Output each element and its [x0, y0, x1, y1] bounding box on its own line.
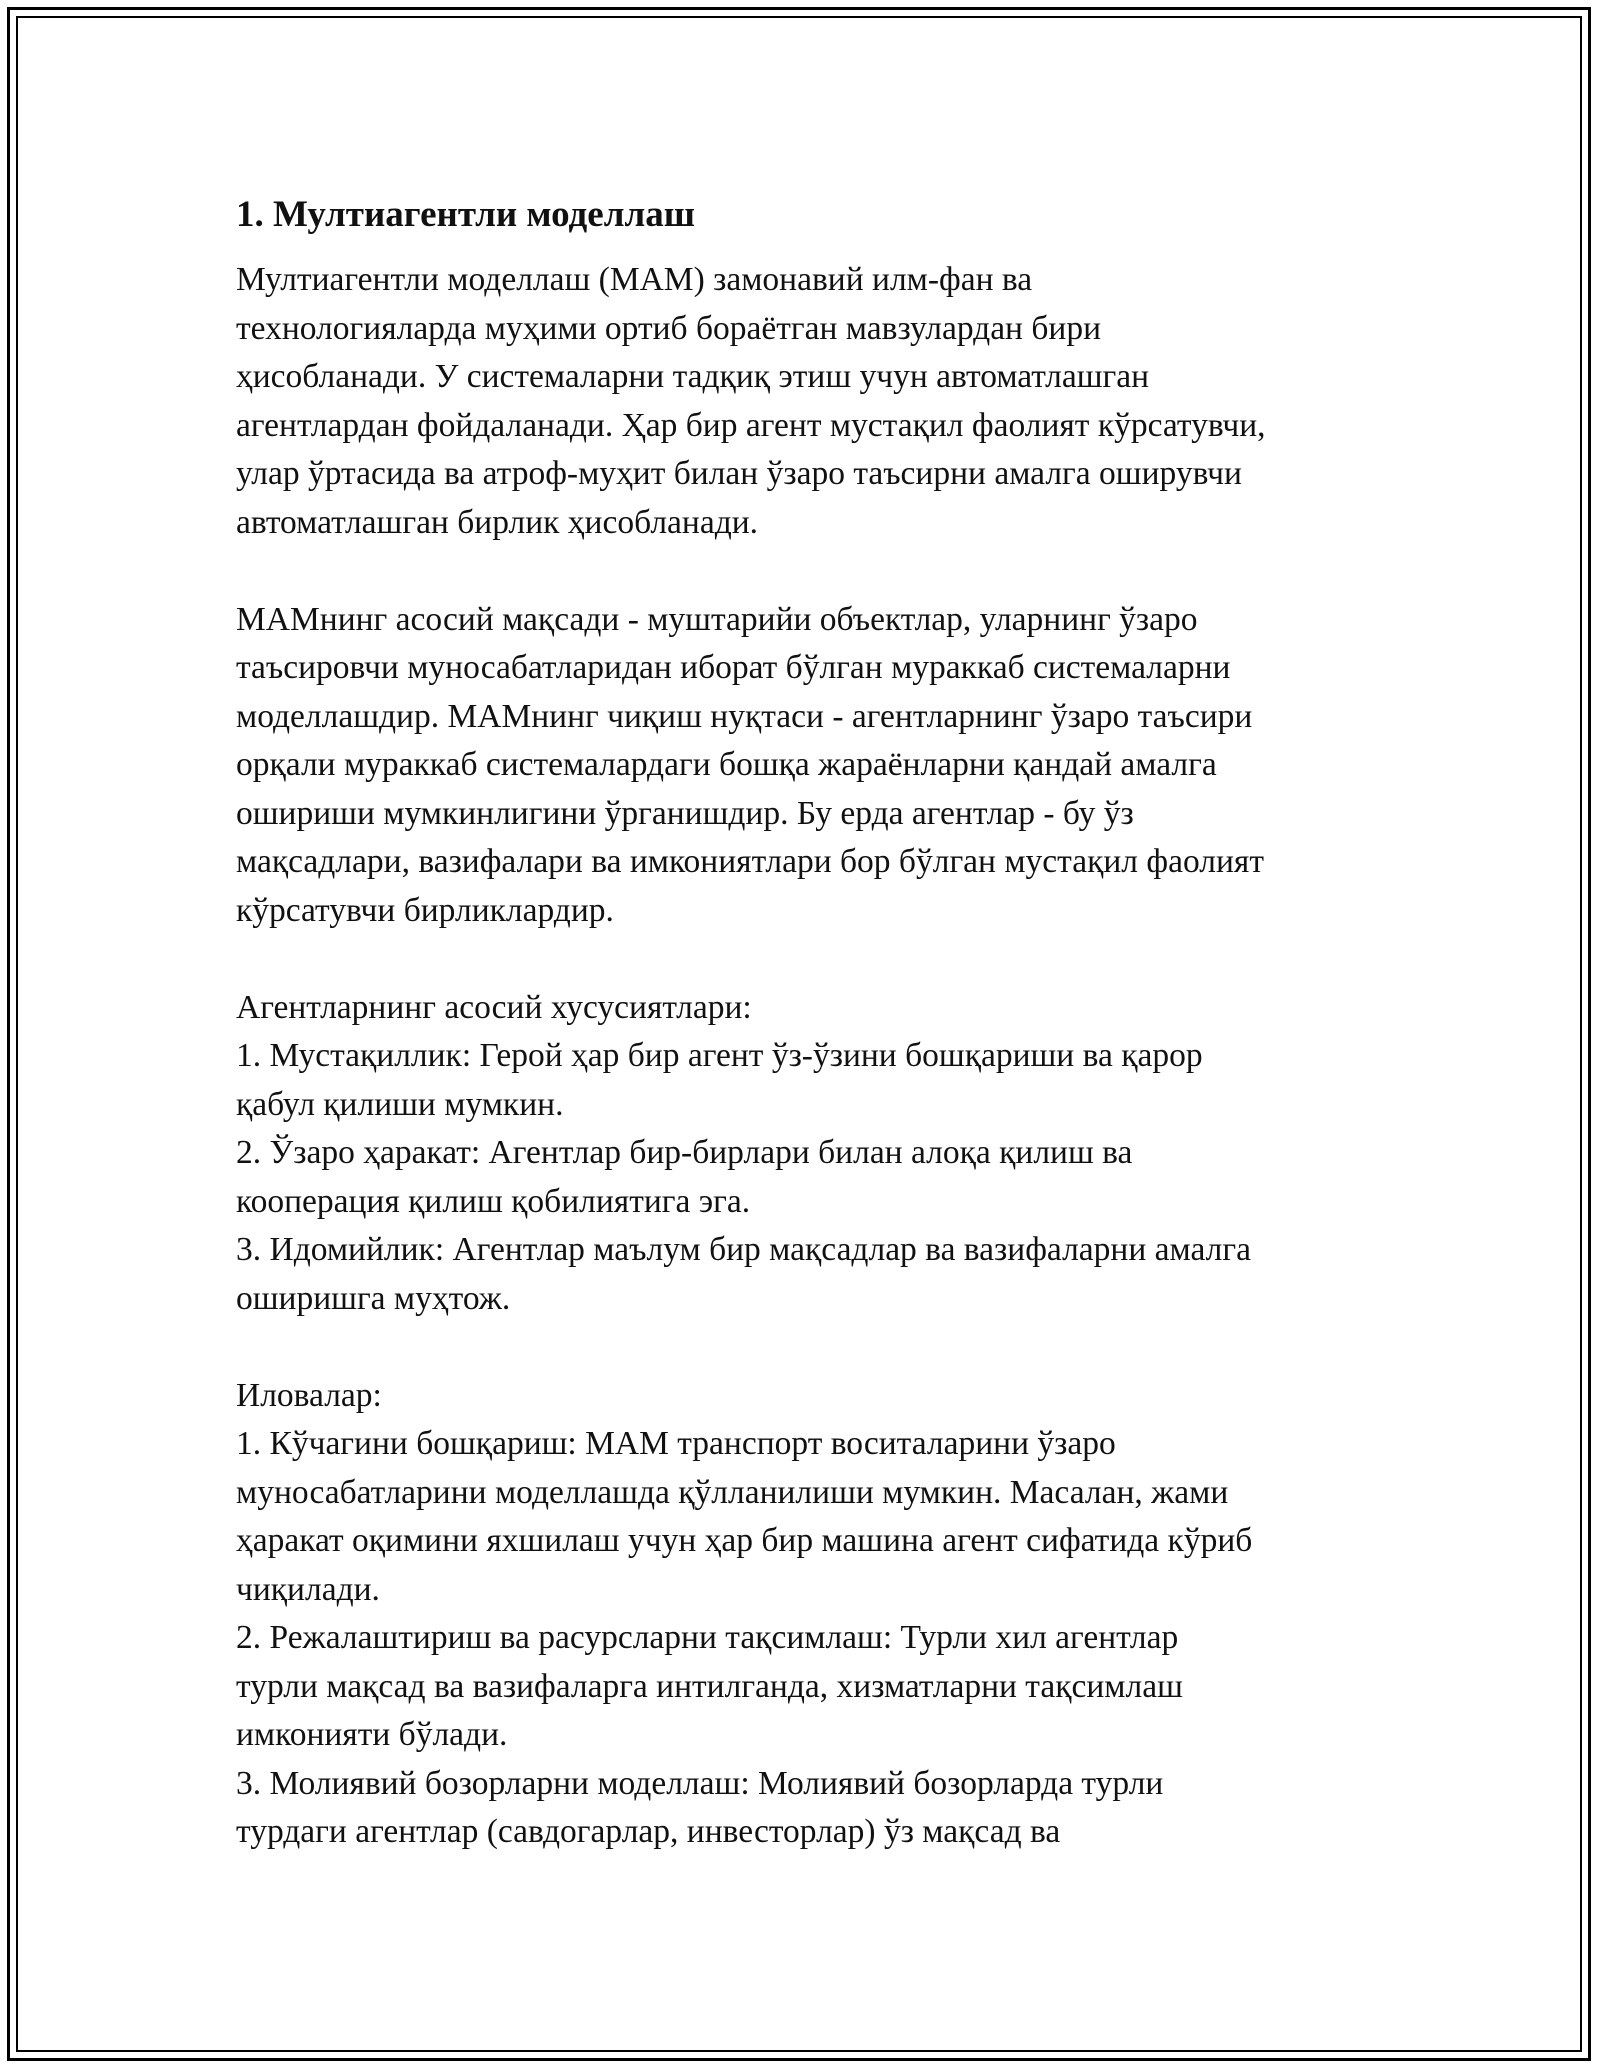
- list-item: 1. Кўчагини бошқариш: МАМ транспорт воситаларини ўзаро: [236, 1425, 1116, 1462]
- list-item-continuation: чиқилади.: [236, 1570, 380, 1608]
- text-line: кўрсатувчи бирликлардир.: [236, 891, 614, 929]
- text-line: орқали мураккаб системалардаги бошқа жараёнларни қандай амалга: [236, 746, 1217, 783]
- text-line: агентлардан фойдаланади. Ҳар бир агент мустақил фаолият кўрсатувчи,: [236, 406, 1266, 444]
- list-item: 1. Мустақиллик: Герой ҳар бир агент ўз-ўзини бошқариши ва қарор: [236, 1037, 1203, 1074]
- text-line: моделлашдир. МАМнинг чиқиш нуқтаси - агентларнинг ўзаро таъсири: [236, 697, 1253, 735]
- text-line: Мултиагентли моделлаш (МАМ) замонавий илм-фан ва: [236, 261, 1033, 298]
- list-item: 2. Ўзаро ҳаракат: Агентлар бир-бирлари билан алоқа қилиш ва: [236, 1134, 1133, 1171]
- list-item: 3. Молиявий бозорларни моделлаш: Молиявий бозорларда турли: [236, 1764, 1164, 1802]
- text-line: улар ўртасида ва атроф-муҳит билан ўзаро таъсирни амалга оширувчи: [236, 455, 1242, 492]
- list-item-continuation: имконияти бўлади.: [236, 1716, 508, 1753]
- list-item-continuation: турли мақсад ва вазифаларга интилганда, хизматларни тақсимлаш: [236, 1667, 1183, 1705]
- paragraph-goal: [236, 596, 1396, 936]
- list-item-continuation: турдаги агентлар (савдогарлар, инвесторлар) ўз мақсад ва: [236, 1813, 1061, 1850]
- text-line: автоматлашган бирлик ҳисобланади.: [236, 503, 759, 541]
- paragraph-applications: [236, 1372, 1396, 1857]
- list-item-continuation: қабул қилиши мумкин.: [236, 1085, 564, 1123]
- text-line: ошириши мумкинлигини ўрганишдир. Бу ерда агентлар - бу ўз: [236, 794, 1134, 832]
- document-title: 1. Мултиагентли моделлаш: [236, 194, 695, 235]
- text-line: таъсировчи муносабатларидан иборат бўлган мураккаб системаларни: [236, 649, 1231, 686]
- list-heading: Агентларнинг асосий хусусиятлари:: [236, 988, 752, 1026]
- paragraph-gap: [236, 935, 1396, 984]
- paragraph-properties: [236, 984, 1396, 1324]
- list-item: 2. Режалаштириш ва расурсларни тақсимлаш: Турли хил агентлар: [236, 1619, 1179, 1656]
- paragraph-gap: [236, 547, 1396, 596]
- list-heading: Иловалар:: [236, 1376, 382, 1414]
- paragraph-gap: [236, 1323, 1396, 1372]
- document-body: [236, 186, 1396, 1857]
- list-item: 3. Идомийлик: Агентлар маълум бир мақсадлар ва вазифаларни амалга: [236, 1231, 1251, 1268]
- text-line: технологияларда муҳими ортиб бораётган мавзулардан бири: [236, 309, 1102, 347]
- list-item-continuation: оширишга муҳтож.: [236, 1279, 511, 1317]
- text-line: ҳисобланади. У системаларни тадқиқ этиш учун автоматлашган: [236, 358, 1150, 395]
- text-line: мақсадлари, вазифалари ва имкониятлари бор бўлган мустақил фаолият: [236, 843, 1264, 880]
- list-item-continuation: муносабатларини моделлашда қўлланилиши мумкин. Масалан, жами: [236, 1473, 1229, 1511]
- text-line: МАМнинг асосий мақсади - муштарийи объектлар, уларнинг ўзаро: [236, 600, 1198, 638]
- list-item-continuation: ҳаракат оқимини яхшилаш учун ҳар бир машина агент сифатида кўриб: [236, 1522, 1253, 1559]
- list-item-continuation: кооперация қилиш қобилиятига эга.: [236, 1182, 751, 1220]
- paragraph-intro: [236, 256, 1396, 547]
